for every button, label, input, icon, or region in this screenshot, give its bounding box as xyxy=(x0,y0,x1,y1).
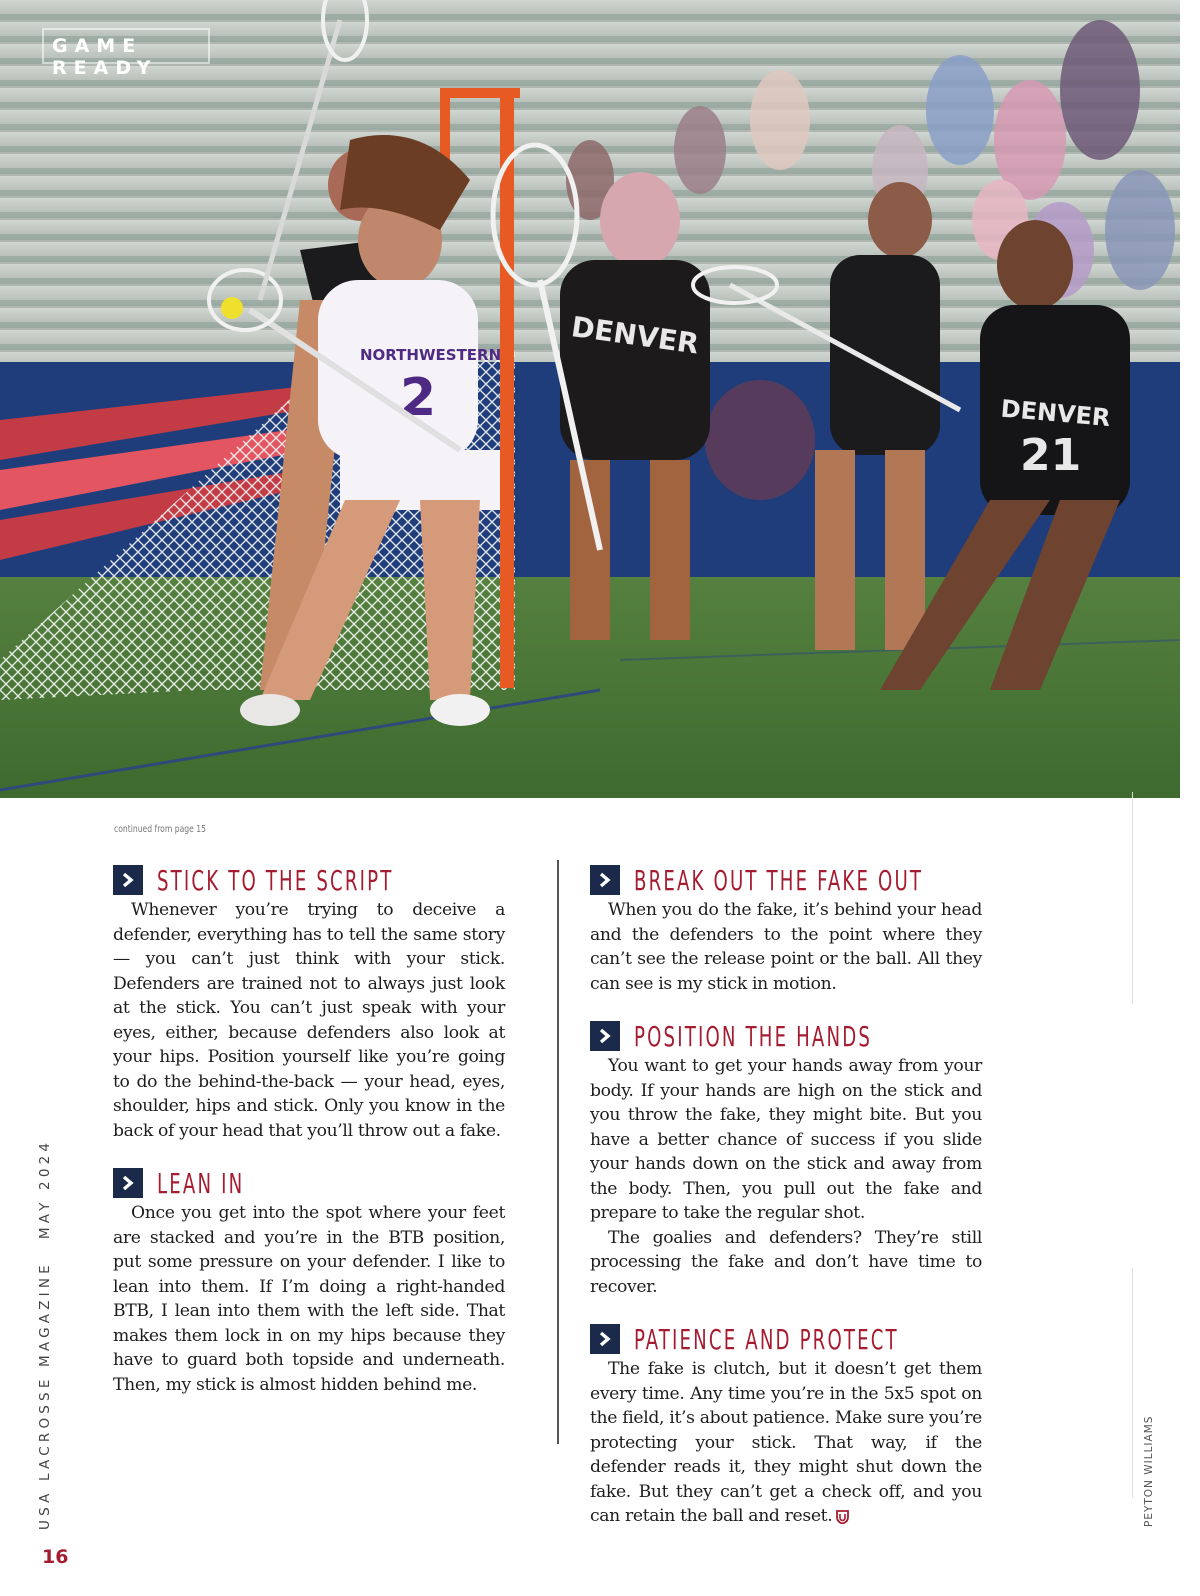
section-heading-text: PATIENCE AND PROTECT xyxy=(634,1322,899,1356)
body-paragraph: When you do the fake, it’s behind your head and the defenders to the point where they can’t see the release point or the ball. All they can see is my stick in motion. xyxy=(590,900,982,994)
issue-date: MAY 2024 xyxy=(37,1138,53,1240)
body-paragraph: You want to get your hands away from your body. If your hands are high on the stick and you throw the fake, they might bite. But you have a better chance of success if you slide your hands down on the stick and away from the body. Then, you pull out the fake and prepare to take the regular shot. xyxy=(590,1056,982,1223)
section-lean-in xyxy=(113,1165,505,1397)
section-tag-label: GAME READY xyxy=(52,35,158,79)
section-break-out-the-fake-out xyxy=(590,862,982,996)
continued-note: continued from page 15 xyxy=(114,824,206,835)
svg-text:DENVER: DENVER xyxy=(569,310,701,361)
section-heading-text: LEAN IN xyxy=(157,1166,245,1200)
page-number: 16 xyxy=(42,1546,69,1568)
svg-text:21: 21 xyxy=(1020,430,1082,481)
section-heading xyxy=(113,862,505,898)
magazine-name: USA LACROSSE MAGAZINE xyxy=(37,1261,53,1530)
svg-text:2: 2 xyxy=(400,368,437,428)
shield-end-icon xyxy=(836,1510,849,1524)
chevron-right-icon xyxy=(590,865,620,895)
chevron-right-icon xyxy=(590,1324,620,1354)
body-paragraph: Once you get into the spot where your feet are stacked and you’re in the BTB position, put some pressure on your defender. I like to lean into them. If I’m doing a right-handed BTB, I lean into them with the left side. That makes them lock in on my hips because they have to guard both topside and underneath. Then, my stick is almost hidden behind me. xyxy=(113,1203,505,1395)
section-heading-text: BREAK OUT THE FAKE OUT xyxy=(634,863,924,897)
section-stick-to-the-script xyxy=(113,862,505,1143)
section-heading xyxy=(590,1321,982,1357)
lacrosse-game-photo xyxy=(0,0,1180,798)
body-paragraph xyxy=(590,1357,982,1529)
section-heading xyxy=(113,1165,505,1201)
hero-photo xyxy=(0,0,1180,798)
chevron-right-icon xyxy=(113,1168,143,1198)
section-tag xyxy=(42,28,210,79)
margin-rule xyxy=(1132,1268,1133,1498)
section-heading-text: STICK TO THE SCRIPT xyxy=(157,863,394,897)
right-column xyxy=(590,862,982,1551)
body-paragraph-text: The fake is clutch, but it doesn’t get them every time. Any time you’re in the 5x5 spot on the field, it’s about patience. Make sure you’re protecting your stick. That way, if the defender reads it, they might shut down the fake. But they can’t get a check off, and you can retain the ball and reset. xyxy=(590,1359,982,1526)
photo-credit: PEYTON WILLIAMS xyxy=(1143,1415,1155,1527)
section-heading xyxy=(590,1018,982,1054)
svg-text:DENVER: DENVER xyxy=(999,394,1112,433)
body-paragraph: Whenever you’re trying to deceive a defender, everything has to tell the same story — you can’t just think with your stick. Defenders are trained not to always just look at the stick. You can’t just speak with your eyes, either, because defenders also look at your hips. Position yourself like you’re going to do the behind-the-back — your head, eyes, shoulder, hips and stick. Only you know in the back of your head that you’ll throw out a fake. xyxy=(113,900,505,1141)
magazine-folio xyxy=(37,1139,53,1530)
chevron-right-icon xyxy=(590,1021,620,1051)
column-divider xyxy=(557,860,559,1444)
section-patience-and-protect xyxy=(590,1321,982,1529)
svg-text:NORTHWESTERN: NORTHWESTERN xyxy=(360,346,502,364)
body-paragraph: The goalies and defenders? They’re still processing the fake and don’t have time to recover. xyxy=(590,1227,982,1297)
margin-rule xyxy=(1132,792,1133,1004)
section-heading xyxy=(590,862,982,898)
section-heading-text: POSITION THE HANDS xyxy=(634,1019,873,1053)
chevron-right-icon xyxy=(113,865,143,895)
left-column xyxy=(113,862,505,1419)
section-position-the-hands xyxy=(590,1018,982,1299)
